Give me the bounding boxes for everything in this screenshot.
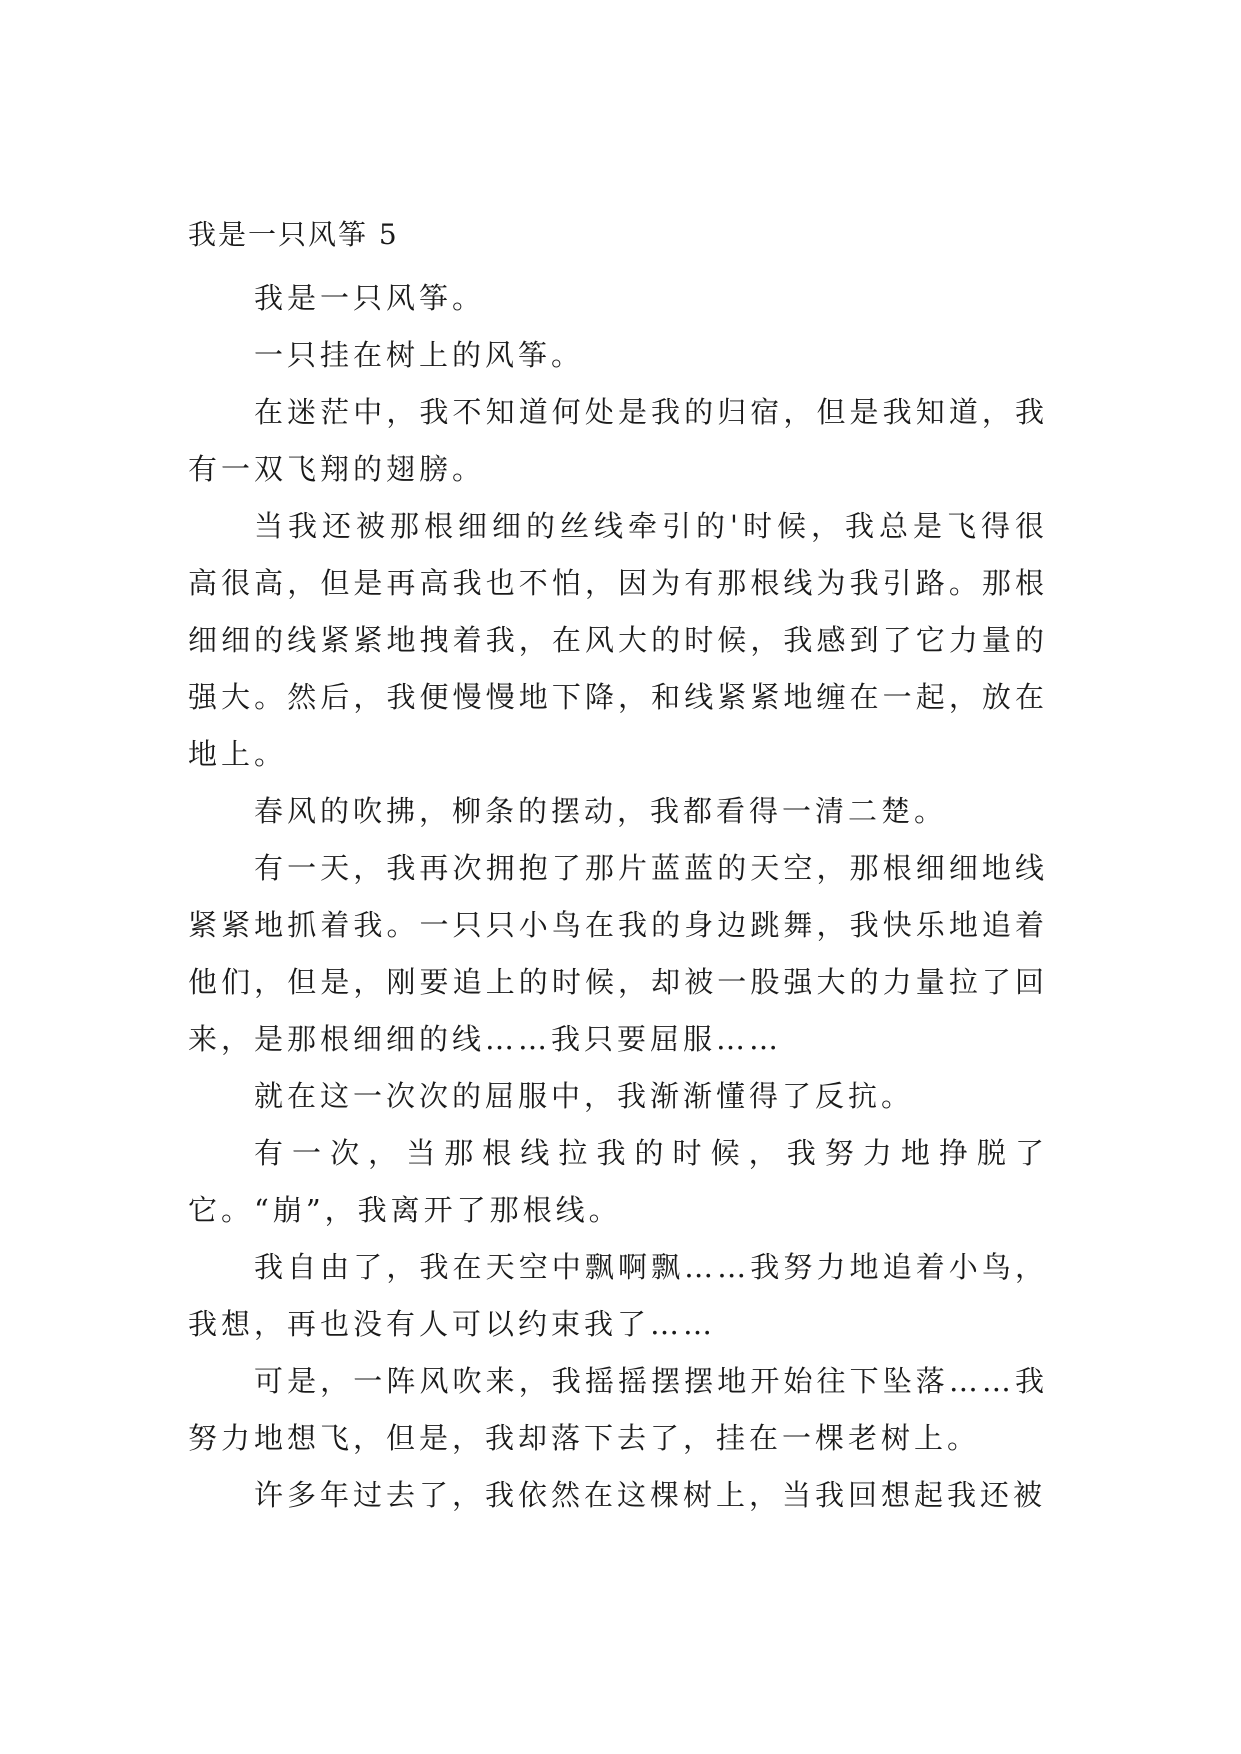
paragraph: 有一次，当那根线拉我的时候，我努力地挣脱了它。“崩”，我离开了那根线。 <box>188 1136 1048 1227</box>
paragraph: 当我还被那根细细的丝线牵引的'时候，我总是飞得很高很高，但是再高我也不怕，因为有那根线为我引路。那根细细的线紧紧地拽着我，在风大的时候，我感到了它力量的强大。然后，我便慢慢地下降，和线紧紧地缠在一起，放在地上。 <box>188 509 1048 771</box>
paragraph: 我自由了，我在天空中飘啊飘……我努力地追着小鸟，我想，再也没有人可以约束我了…… <box>188 1250 1048 1341</box>
paragraph: 就在这一次次的屈服中，我渐渐懂得了反抗。 <box>254 1079 915 1113</box>
paragraph: 我是一只风筝。 <box>254 281 486 315</box>
paragraph: 可是，一阵风吹来，我摇摇摆摆地开始往下坠落……我努力地想飞，但是，我却落下去了，挂在一棵老树上。 <box>188 1364 1048 1455</box>
paragraph: 许多年过去了，我依然在这棵树上，当我回想起我还被 <box>254 1478 1047 1512</box>
paragraph: 有一天，我再次拥抱了那片蓝蓝的天空，那根细细地线紧紧地抓着我。一只只小鸟在我的身边跳舞，我快乐地追着他们，但是，刚要追上的时候，却被一股强大的力量拉了回来，是那根细细的线……我只要屈服…… <box>188 851 1048 1056</box>
document-page <box>188 220 1048 1524</box>
paragraph: 一只挂在树上的风筝。 <box>254 338 585 372</box>
paragraph: 在迷茫中，我不知道何处是我的归宿，但是我知道，我有一双飞翔的翅膀。 <box>188 395 1048 486</box>
paragraph: 春风的吹拂，柳条的摆动，我都看得一清二楚。 <box>254 794 948 828</box>
document-title: 我是一只风筝 5 <box>188 218 399 251</box>
